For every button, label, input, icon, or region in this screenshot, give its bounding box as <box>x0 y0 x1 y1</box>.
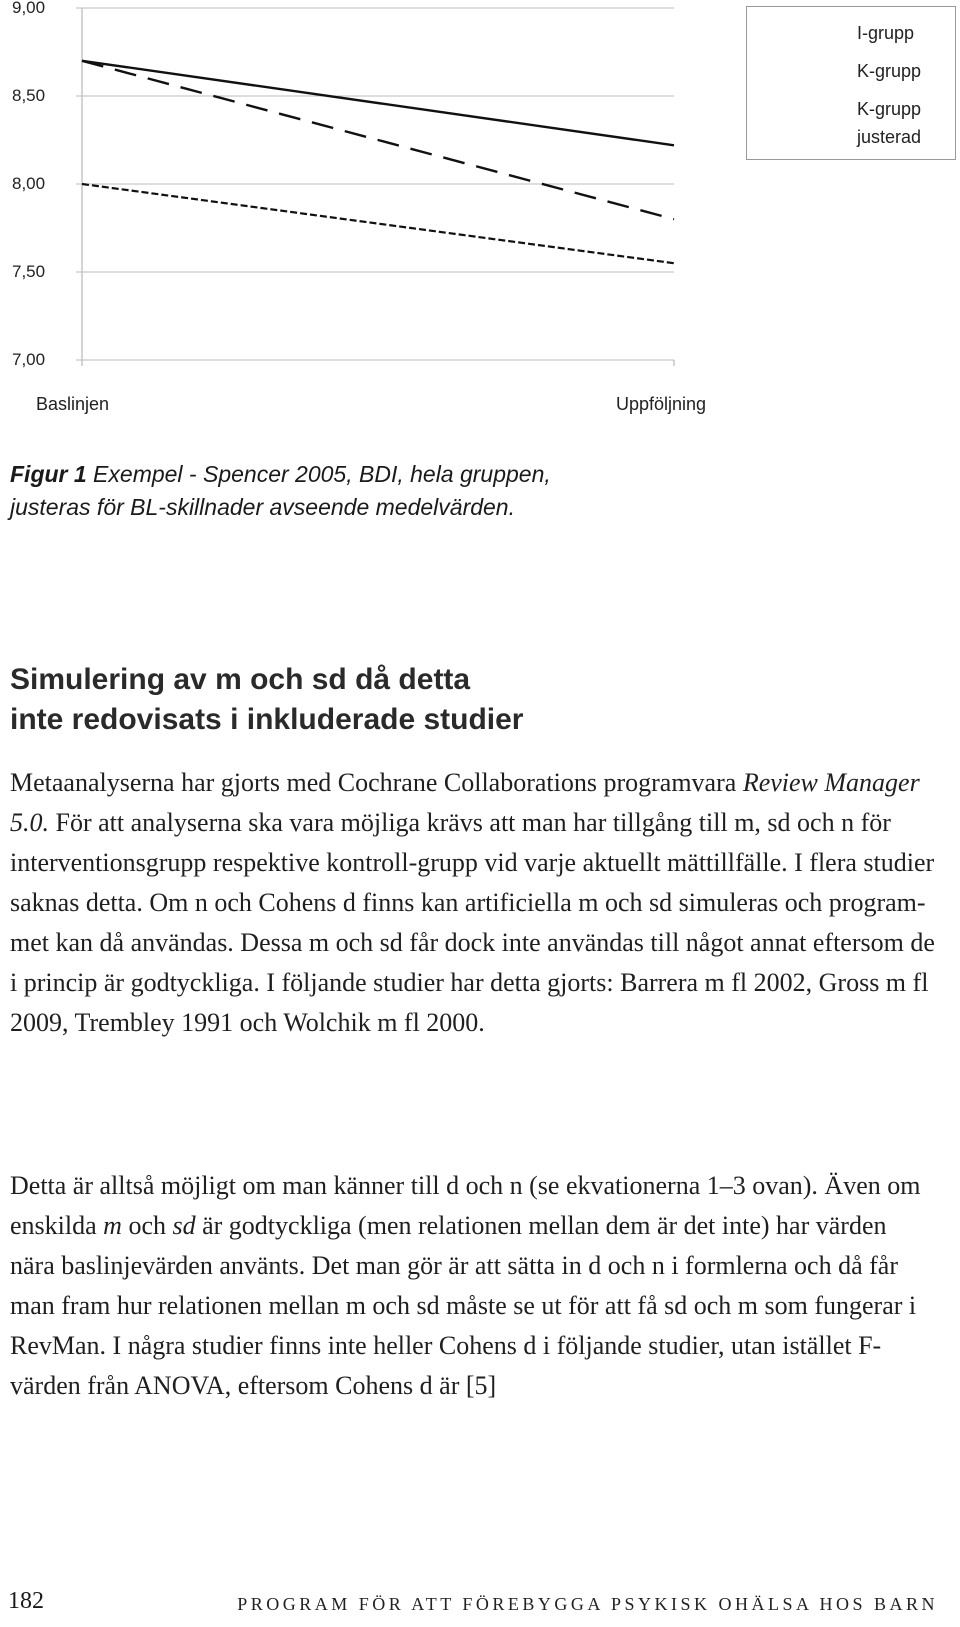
legend-entry-label: justerad <box>857 127 922 147</box>
running-footer-title: PROGRAM FÖR ATT FÖREBYGGA PSYKISK OHÄLSA HOS BARN <box>237 1594 938 1614</box>
series-line <box>82 61 674 145</box>
paragraph-text: och <box>121 1211 173 1240</box>
x-category-label: Uppföljning <box>616 394 707 414</box>
page-number: 182 <box>8 1588 44 1614</box>
paragraph-text: är godtyckliga (men relationen mellan dem är det inte) har värden nära baslinjevärden använts. Det man gör är att sätta in d och n i formlerna och då får man fram hur relationen mellan m och sd måste se ut för att få sd och m som fungerar i RevMan. I några studier finns inte heller Cohens d i följande studier, utan istället F-värden från ANOVA, eftersom Cohens d är [5] <box>10 1211 917 1400</box>
y-tick-label: 9,00 <box>12 0 46 17</box>
figure-label: Figur 1 <box>10 461 87 487</box>
legend-entry-label: K-grupp <box>857 61 922 81</box>
caption-text: justeras för BL-skillnader avseende medelvärden. <box>10 494 515 520</box>
y-tick-label: 7,00 <box>12 350 46 369</box>
section-heading <box>10 660 810 740</box>
legend-entry-label: I-grupp <box>857 23 915 43</box>
paragraph-text: Detta är alltså möjligt om man känner till d och n (se ekvationerna 1–3 ovan). Även om enskilda <box>10 1171 921 1240</box>
heading-line: inte redovisats i inkluderade studier <box>10 703 524 736</box>
software-name: Review Manager 5.0. <box>10 768 920 837</box>
paragraph-text: Metaanalyserna har gjorts med Cochrane Collaborations programvara <box>10 768 737 797</box>
legend-entry-label: K-grupp <box>857 99 922 119</box>
italic-term: m <box>103 1211 122 1240</box>
figure-caption <box>10 458 710 524</box>
body-paragraph <box>10 763 935 1043</box>
series-line <box>82 61 674 219</box>
chart-legend <box>746 6 956 160</box>
italic-term: sd <box>172 1211 196 1240</box>
y-tick-label: 8,00 <box>12 174 46 193</box>
x-category-label: Baslinjen <box>36 394 110 414</box>
caption-text: Exempel - Spencer 2005, BDI, hela gruppen, <box>86 461 551 487</box>
y-tick-label: 8,50 <box>12 86 46 105</box>
body-paragraph <box>10 1166 935 1406</box>
y-tick-label: 7,50 <box>12 262 46 281</box>
heading-line: Simulering av m och sd då detta <box>10 663 471 696</box>
paragraph-text: För att analyserna ska vara möjliga krävs att man har tillgång till m, sd och n för interventionsgrupp respektive kontroll-grupp vid varje aktuellt mättillfälle. I flera studier saknas detta. Om n och Cohens d finns kan artificiella m och sd simuleras och program-met kan då användas. Dessa m och sd får dock inte användas till något annat eftersom de i princip är godtyckliga. I följande studier har detta gjorts: Barrera m fl 2002, Gross m fl 2009, Trembley 1991 och Wolchik m fl 2000. <box>10 808 935 1037</box>
